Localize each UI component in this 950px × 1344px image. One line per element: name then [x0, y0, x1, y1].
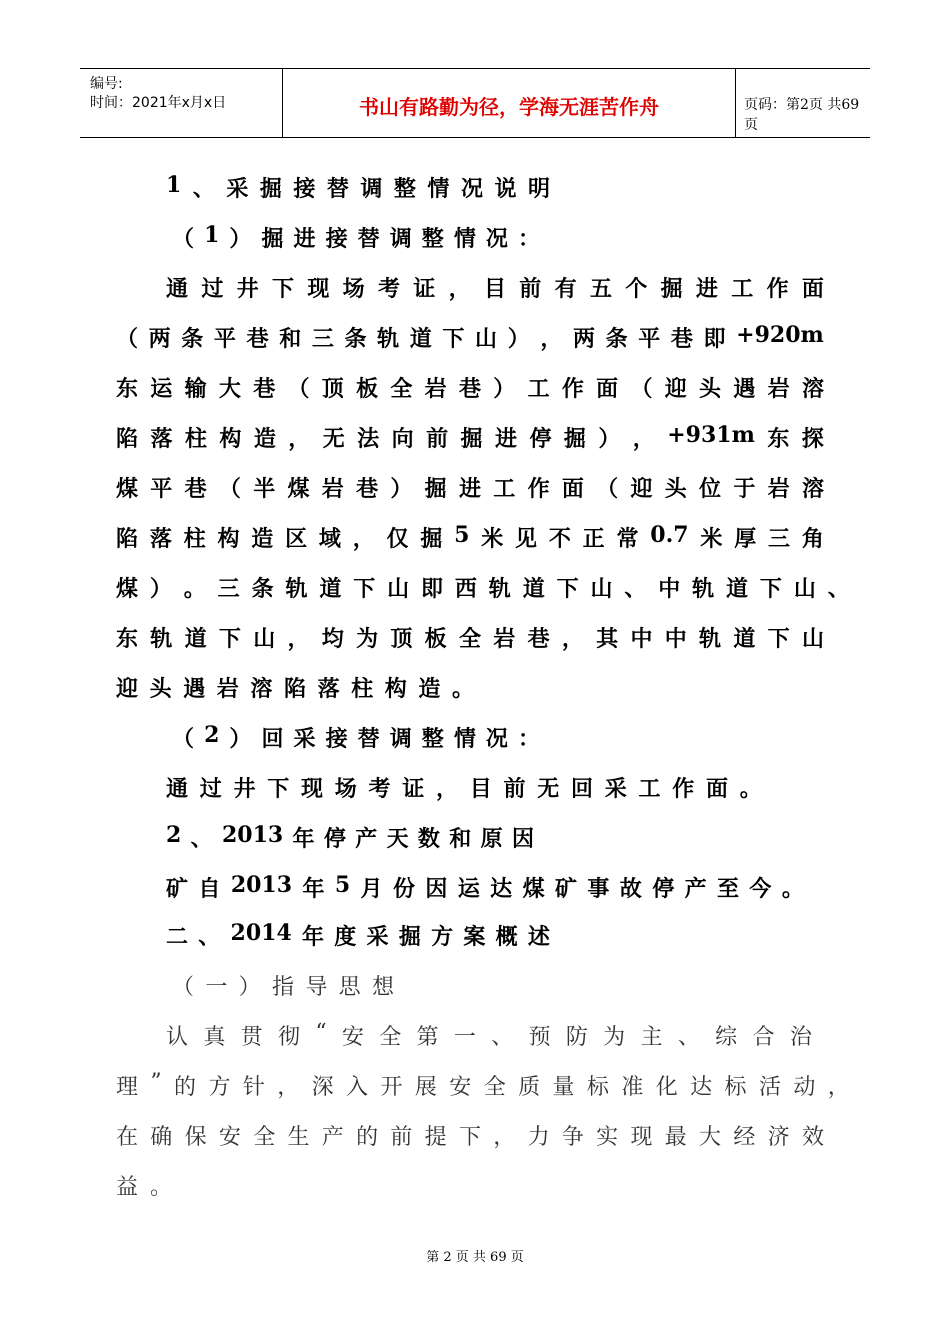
paragraph-line: 认 真 贯 彻 “ 安 全 第 一 、 预 防 为 主 、 综 合 治	[166, 1020, 812, 1050]
paragraph-line: 陷 落 柱 构 造 ， 无 法 向 前 掘 进 停 掘 ） ， +931m 东 探	[116, 422, 824, 452]
paragraph-line: 矿 自 2013 年 5 月 份 因 运 达 煤 矿 事 故 停 产 至 今 。	[166, 872, 804, 902]
number-label: 编号:	[90, 76, 123, 92]
subsection-heading: （ 一 ） 指 导 思 想	[172, 975, 394, 1000]
page-header	[80, 68, 870, 138]
paragraph-line: 煤 平 巷 （ 半 煤 岩 巷 ） 掘 进 工 作 面 （ 迎 头 位 于 岩 溶	[116, 476, 824, 502]
paragraph-line: 益 。	[116, 1175, 172, 1200]
page-info: 页码：第2页 共69页	[744, 97, 860, 133]
paragraph-line: 通 过 井 下 现 场 考 证 ， 目 前 有 五 个 掘 进 工 作 面	[166, 276, 824, 302]
paragraph-line: （ 两 条 平 巷 和 三 条 轨 道 下 山 ） ， 两 条 平 巷 即 +920m	[116, 322, 824, 352]
subsection-heading: （ 1 ） 掘 进 接 替 调 整 情 况 ：	[172, 222, 540, 252]
paragraph-line: 东 运 输 大 巷 （ 顶 板 全 岩 巷 ） 工 作 面 （ 迎 头 遇 岩 溶	[116, 376, 824, 402]
subsection-heading: （ 2 ） 回 采 接 替 调 整 情 况 ：	[172, 722, 540, 752]
paragraph-line: 理 ” 的 方 针 ， 深 入 开 展 安 全 质 量 标 准 化 达 标 活 动 ，	[116, 1070, 850, 1100]
paragraph-line: 陷 落 柱 构 造 区 域 ， 仅 掘 5 米 见 不 正 常 0.7 米 厚 三 角	[116, 522, 824, 552]
header-page-cell	[736, 69, 870, 137]
section-heading: 2 、 2013 年 停 产 天 数 和 原 因	[166, 822, 534, 852]
header-meta-cell	[80, 69, 283, 137]
page-footer: 第 2 页 共 69 页	[426, 1250, 524, 1265]
section-heading: 二 、 2014 年 度 采 掘 方 案 概 述	[166, 920, 550, 950]
paragraph-line: 煤 ） 。 三 条 轨 道 下 山 即 西 轨 道 下 山 、 中 轨 道 下 山 、	[116, 576, 850, 602]
header-motto-cell	[283, 69, 736, 137]
section-heading: 1 、 采 掘 接 替 调 整 情 况 说 明	[166, 172, 550, 202]
motto: 书山有路勤为径，学海无涯苦作舟	[359, 95, 659, 119]
paragraph-line: 在 确 保 安 全 生 产 的 前 提 下 ， 力 争 实 现 最 大 经 济 效	[116, 1125, 824, 1150]
paragraph-line: 东 轨 道 下 山 ， 均 为 顶 板 全 岩 巷 ， 其 中 中 轨 道 下 山	[116, 626, 824, 652]
paragraph-line: 迎 头 遇 岩 溶 陷 落 柱 构 造 。	[116, 676, 474, 702]
date-label: 时间：2021年x月x日	[90, 95, 227, 111]
paragraph-line: 通 过 井 下 现 场 考 证 ， 目 前 无 回 采 工 作 面 。	[166, 776, 762, 802]
